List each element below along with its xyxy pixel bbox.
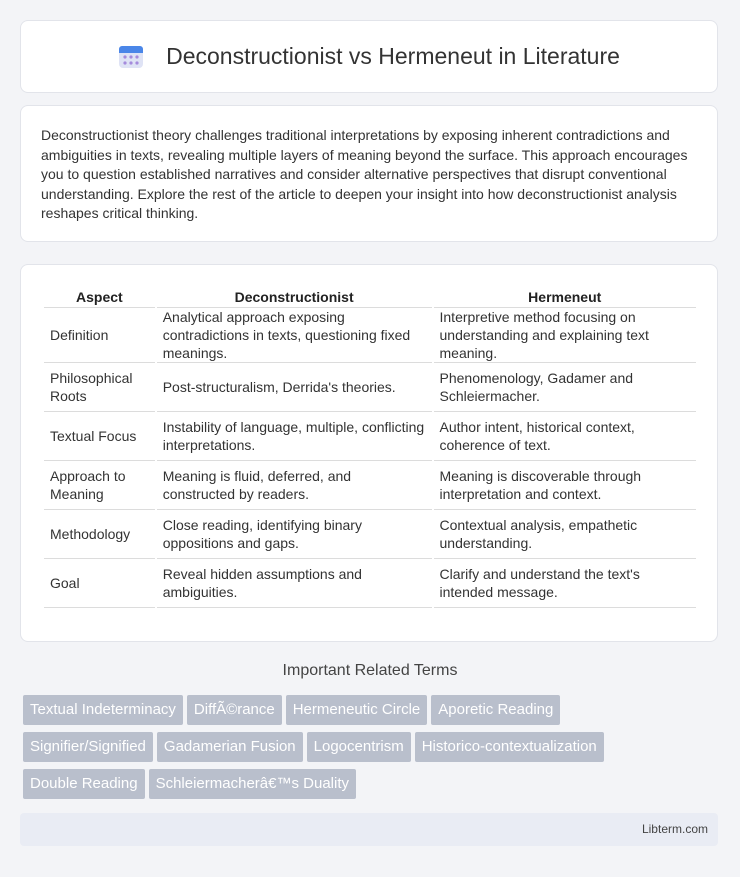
related-term-tag[interactable]: Double Reading [23, 769, 145, 799]
intro-card [20, 105, 718, 242]
header-hermeneut: Hermeneut [434, 287, 697, 308]
row-deconstructionist: Reveal hidden assumptions and ambiguities. [157, 559, 432, 608]
related-term-tag[interactable]: Historico-contextualization [415, 732, 604, 762]
row-hermeneut: Meaning is discoverable through interpretation and context. [434, 461, 697, 510]
comparison-table [42, 287, 698, 608]
header-deconstructionist: Deconstructionist [157, 287, 432, 308]
row-hermeneut: Phenomenology, Gadamer and Schleiermacher. [434, 363, 697, 412]
row-deconstructionist: Post-structuralism, Derrida's theories. [157, 363, 432, 412]
table-row [44, 308, 696, 363]
row-aspect: Approach to Meaning [44, 461, 155, 510]
row-hermeneut: Author intent, historical context, coherence of text. [434, 412, 697, 461]
related-term-tag[interactable]: Gadamerian Fusion [157, 732, 303, 762]
row-aspect: Goal [44, 559, 155, 608]
footer-brand-link[interactable]: Libterm.com [641, 822, 708, 836]
row-hermeneut: Clarify and understand the text's intended message. [434, 559, 697, 608]
table-row [44, 363, 696, 412]
row-deconstructionist: Close reading, identifying binary oppositions and gaps. [157, 510, 432, 559]
table-row [44, 559, 696, 608]
comparison-card [20, 264, 718, 642]
related-term-tag[interactable]: Logocentrism [307, 732, 411, 762]
related-term-tag[interactable]: Signifier/Signified [23, 732, 153, 762]
row-hermeneut: Contextual analysis, empathetic understanding. [434, 510, 697, 559]
row-deconstructionist: Instability of language, multiple, conflicting interpretations. [157, 412, 432, 461]
row-hermeneut: Interpretive method focusing on understanding and explaining text meaning. [434, 308, 697, 363]
row-aspect: Textual Focus [44, 412, 155, 461]
row-aspect: Definition [44, 308, 155, 363]
row-aspect: Philosophical Roots [44, 363, 155, 412]
table-row [44, 461, 696, 510]
table-row [44, 510, 696, 559]
table-header-row [44, 287, 696, 308]
related-term-tag[interactable]: Hermeneutic Circle [286, 695, 428, 725]
calendar-icon [118, 44, 144, 70]
related-terms-list [23, 695, 723, 806]
related-term-tag[interactable]: Schleiermacherâ€™s Duality [149, 769, 356, 799]
footer [20, 813, 718, 846]
table-row [44, 412, 696, 461]
header-aspect: Aspect [44, 287, 155, 308]
related-term-tag[interactable]: Textual Indeterminacy [23, 695, 183, 725]
related-term-tag[interactable]: DiffÃ©rance [187, 695, 282, 725]
row-deconstructionist: Analytical approach exposing contradictions in texts, questioning fixed meanings. [157, 308, 432, 363]
row-aspect: Methodology [44, 510, 155, 559]
title-card [20, 20, 718, 93]
title-wrap [118, 43, 620, 70]
page-title: Deconstructionist vs Hermeneut in Literature [166, 43, 620, 69]
intro-paragraph: Deconstructionist theory challenges traditional interpretations by exposing inherent contradictions and ambiguities in texts, revealing multiple layers of meaning beyond the surface. This approach encourages you to question established narratives and consider alternative perspectives that disrupt conventional understanding. Explore the rest of the article to deepen your insight into how deconstructionist analysis reshapes critical thinking. [41, 127, 688, 221]
row-deconstructionist: Meaning is fluid, deferred, and constructed by readers. [157, 461, 432, 510]
related-terms-heading: Important Related Terms [282, 662, 458, 679]
related-term-tag[interactable]: Aporetic Reading [431, 695, 560, 725]
